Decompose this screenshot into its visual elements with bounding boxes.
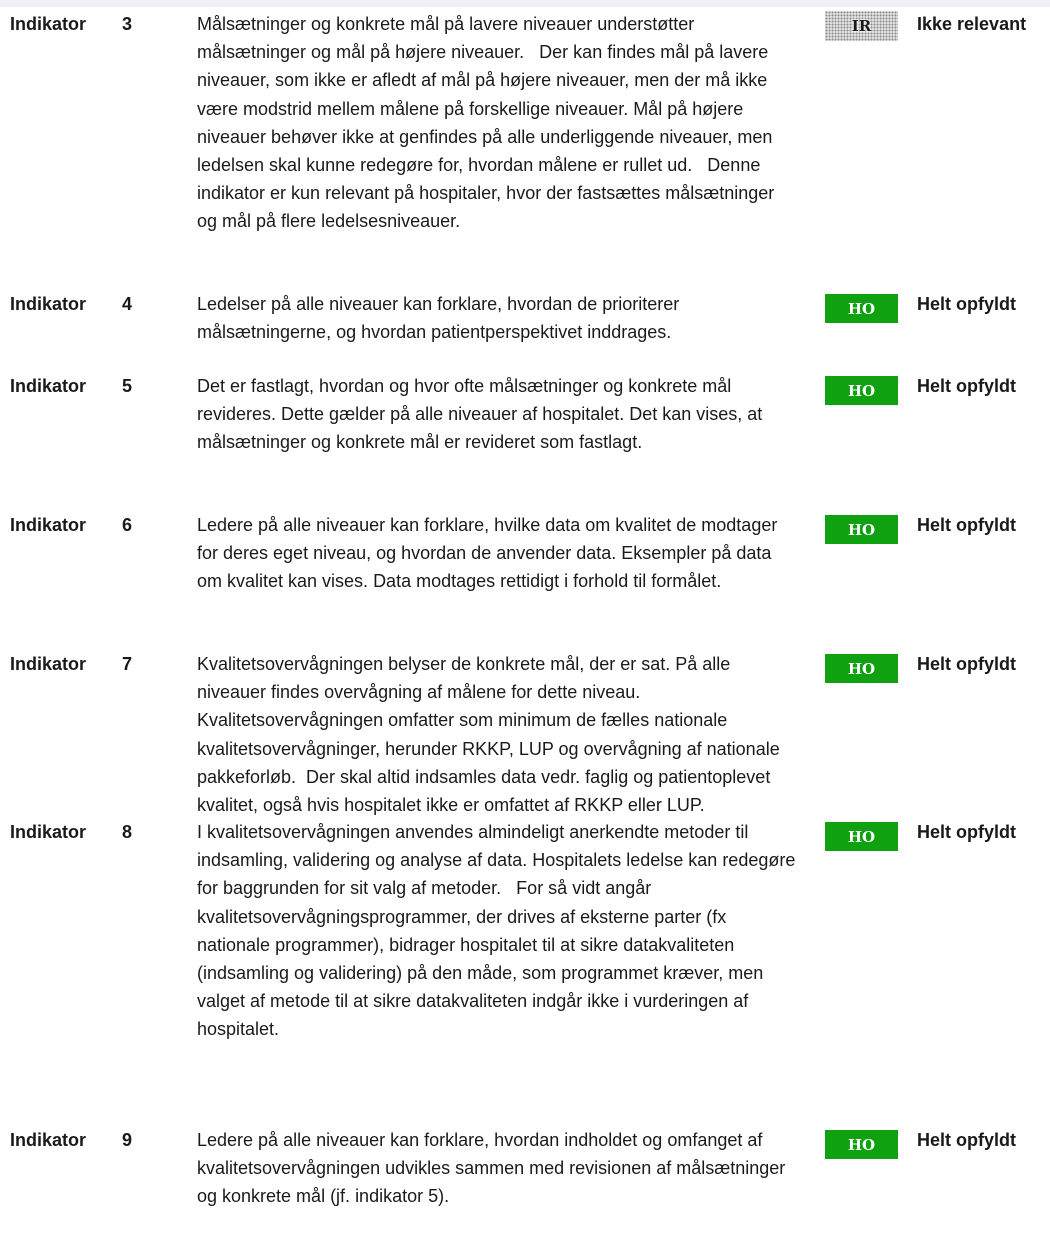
indicator-label: Indikator [10,1130,87,1150]
indicator-number: 7 [122,654,133,674]
indicator-label: Indikator [10,822,87,842]
indicator-number: 3 [122,14,133,34]
status-label: Helt opfyldt [917,654,1016,674]
badge-code: HO [847,1135,876,1154]
indicator-number: 8 [122,822,133,842]
indicator-number: 9 [122,1130,133,1150]
indicator-description: I kvalitetsovervågningen anvendes almindeligt anerkendte metoder til indsamling, validering og analyse af data. Hospitalets ledelse kan redegøre for baggrunden for sit valg af metoder. For så vidt angår kvalitetsovervågningsprogrammer, der drives af eksterne parter (fx nationale programmer), bidrager hospitalet til at sikre datakvaliteten (indsamling og validering) på den måde, som programmet kræver, men valget af metode til at sikre datakvaliteten indgår ikke i vurderingen af hospitalet. [197,822,801,1040]
ho-badge-icon [825,822,898,851]
badge-code: IR [851,17,872,35]
badge-code: HO [847,381,876,400]
indicator-number: 5 [122,376,133,396]
indicator-label: Indikator [10,294,87,314]
indicator-label: Indikator [10,654,87,674]
indicator-description: Kvalitetsovervågningen belyser de konkrete mål, der er sat. På alle niveauer findes overvågning af målene for dette niveau. Kvalitetsovervågningen omfatter som minimum de fælles nationale kvalitetsovervågninger, herunder RKKP, LUP og overvågning af nationale pakkeforløb. Der skal altid indsamles data vedr. faglig og patientoplevet kvalitet, også hvis hospitalet ikke er omfattet af RKKP eller LUP. [197,654,785,816]
badge-code: HO [847,827,876,846]
status-label: Helt opfyldt [917,1130,1016,1150]
indicator-number: 6 [122,515,133,535]
status-label: Ikke relevant [917,14,1027,34]
status-label: Helt opfyldt [917,822,1016,842]
badge-code: HO [847,299,876,318]
indicator-label: Indikator [10,515,87,535]
indicator-label: Indikator [10,14,87,34]
status-label: Helt opfyldt [917,515,1016,535]
top-edge-strip [0,0,1050,7]
status-label: Helt opfyldt [917,294,1016,314]
badge-code: HO [847,659,876,678]
ho-badge-icon [825,1130,898,1159]
indicator-description: Ledere på alle niveauer kan forklare, hvordan indholdet og omfanget af kvalitetsovervågningen udvikles sammen med revisionen af målsætninger og konkrete mål (jf. indikator 5). [197,1130,791,1207]
indicator-number: 4 [122,294,133,314]
ho-badge-icon [825,654,898,683]
indicator-description: Målsætninger og konkrete mål på lavere niveauer understøtter målsætninger og mål på højere niveauer. Der kan findes mål på lavere niveauer, som ikke er afledt af mål på højere niveauer, men der må ikke være modstrid mellem målene på forskellige niveauer. Mål på højere niveauer behøver ikke at genfindes på alle underliggende niveauer, men ledelsen skal kunne redegøre for, hvordan målene er rullet ud. Denne indikator er kun relevant på hospitaler, hvor der fastsættes målsætninger og mål på flere ledelsesniveauer. [197,14,780,232]
ir-badge-icon [825,11,898,41]
ho-badge-icon [825,376,898,405]
badge-code: HO [847,520,876,539]
ho-badge-icon [825,515,898,544]
indicator-description: Det er fastlagt, hvordan og hvor ofte målsætninger og konkrete mål revideres. Dette gælder på alle niveauer af hospitalet. Det kan vises, at målsætninger og konkrete mål er revideret som fastlagt. [197,376,768,453]
indicator-description: Ledelser på alle niveauer kan forklare, hvordan de prioriterer målsætningerne, og hvordan patientperspektivet inddrages. [197,294,685,343]
indicator-description: Ledere på alle niveauer kan forklare, hvilke data om kvalitet de modtager for deres eget niveau, og hvordan de anvender data. Eksempler på data om kvalitet kan vises. Data modtages rettidigt i forhold til formålet. [197,515,783,592]
ho-badge-icon [825,294,898,323]
status-label: Helt opfyldt [917,376,1016,396]
indicator-label: Indikator [10,376,87,396]
